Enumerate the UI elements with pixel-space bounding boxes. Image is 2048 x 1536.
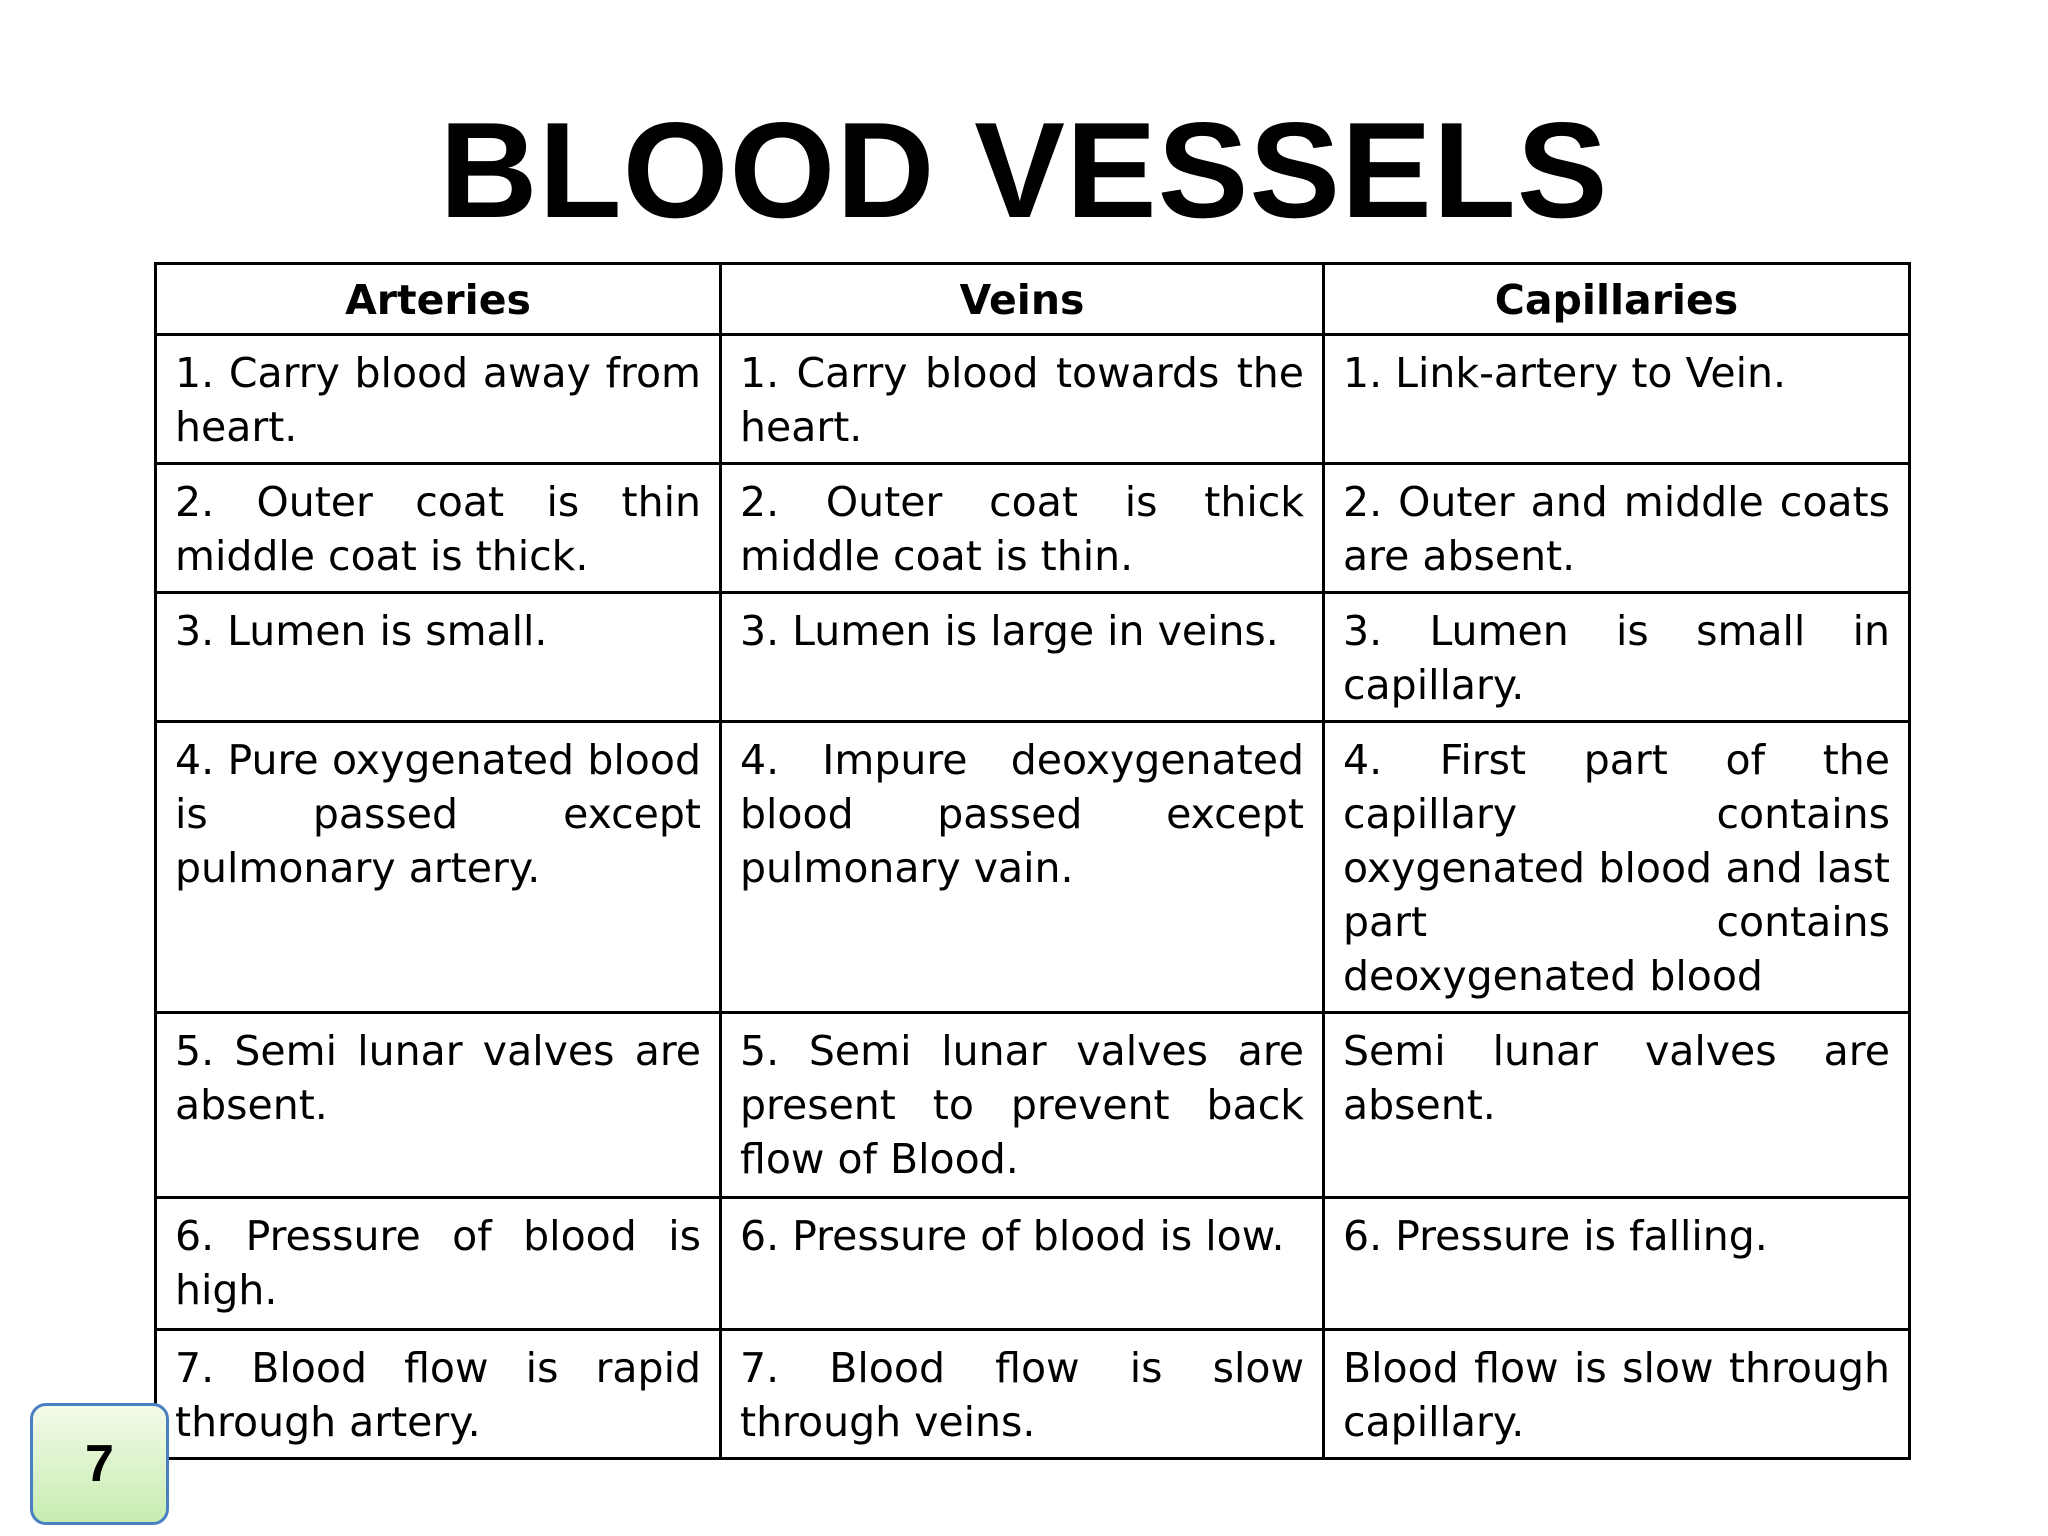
table-cell-arteries: 7. Blood flow is rapid through artery. xyxy=(156,1330,721,1459)
table-row xyxy=(156,1013,1910,1198)
table-cell-arteries: 3. Lumen is small. xyxy=(156,593,721,722)
table-cell-capillaries: 1. Link-artery to Vein. xyxy=(1324,335,1910,464)
table-row xyxy=(156,722,1910,1013)
table-row xyxy=(156,335,1910,464)
table-row xyxy=(156,1330,1910,1459)
table-cell-capillaries: 6. Pressure is falling. xyxy=(1324,1198,1910,1330)
table-cell-veins: 4. Impure deoxygenated blood passed except pulmonary vain. xyxy=(721,722,1324,1013)
table-cell-capillaries: Blood flow is slow through capillary. xyxy=(1324,1330,1910,1459)
table-cell-capillaries: 4. First part of the capillary contains oxygenated blood and last part contains deoxygenated blood xyxy=(1324,722,1910,1013)
table-cell-arteries: 1. Carry blood away from heart. xyxy=(156,335,721,464)
header-capillaries: Capillaries xyxy=(1324,264,1910,335)
table-cell-veins: 3. Lumen is large in veins. xyxy=(721,593,1324,722)
table-row xyxy=(156,464,1910,593)
header-veins: Veins xyxy=(721,264,1324,335)
table-cell-veins: 6. Pressure of blood is low. xyxy=(721,1198,1324,1330)
page-number-badge: 7 xyxy=(30,1403,169,1525)
table-row xyxy=(156,593,1910,722)
table-cell-capillaries: 3. Lumen is small in capillary. xyxy=(1324,593,1910,722)
table-cell-arteries: 5. Semi lunar valves are absent. xyxy=(156,1013,721,1198)
blood-vessels-comparison-table xyxy=(154,262,1911,1460)
table-cell-capillaries: 2. Outer and middle coats are absent. xyxy=(1324,464,1910,593)
slide-title: BLOOD VESSELS xyxy=(439,94,1609,246)
table-cell-veins: 5. Semi lunar valves are present to prevent back flow of Blood. xyxy=(721,1013,1324,1198)
table-cell-veins: 2. Outer coat is thick middle coat is thin. xyxy=(721,464,1324,593)
table-cell-arteries: 2. Outer coat is thin middle coat is thick. xyxy=(156,464,721,593)
table-cell-arteries: 6. Pressure of blood is high. xyxy=(156,1198,721,1330)
table-cell-veins: 7. Blood flow is slow through veins. xyxy=(721,1330,1324,1459)
table-cell-capillaries: Semi lunar valves are absent. xyxy=(1324,1013,1910,1198)
table-header-row xyxy=(156,264,1910,335)
table-cell-arteries: 4. Pure oxygenated blood is passed except pulmonary artery. xyxy=(156,722,721,1013)
table-row xyxy=(156,1198,1910,1330)
header-arteries: Arteries xyxy=(156,264,721,335)
table-cell-veins: 1. Carry blood towards the heart. xyxy=(721,335,1324,464)
